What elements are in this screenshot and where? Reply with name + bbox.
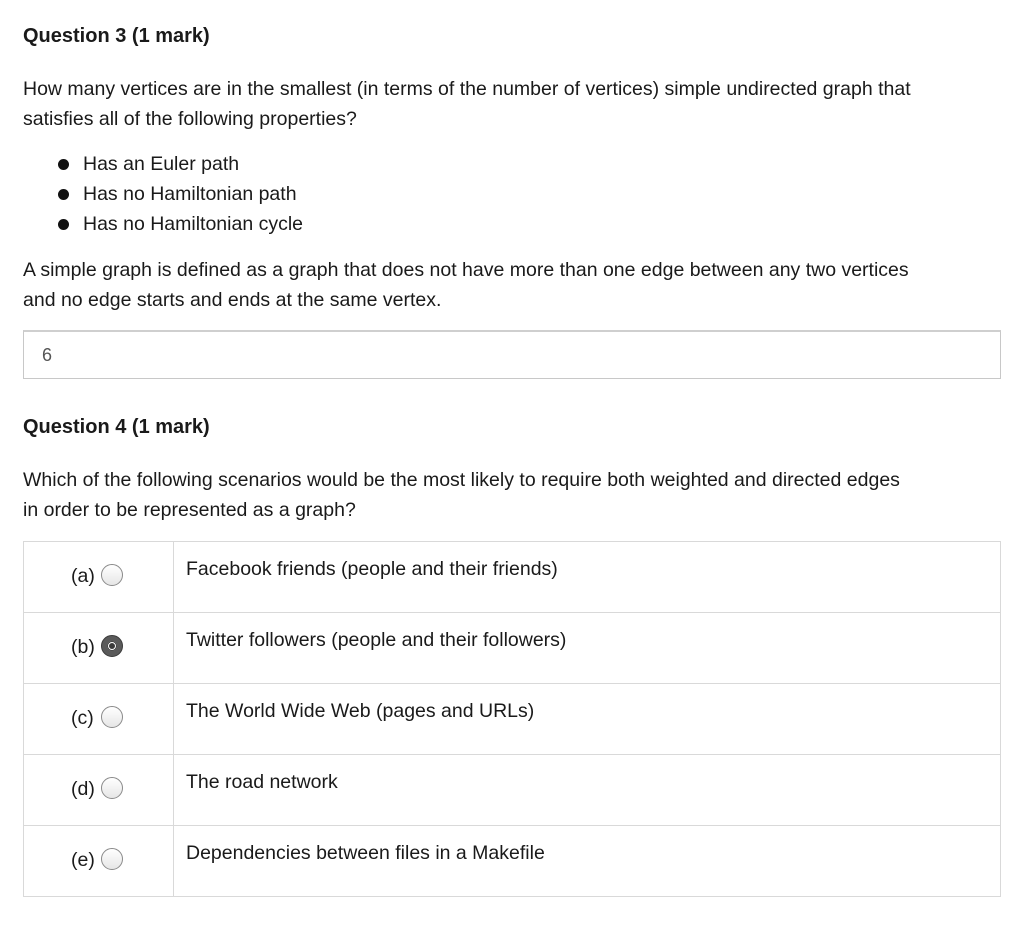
question-3-note-line-2: and no edge starts and ends at the same vertex.: [23, 289, 442, 311]
option-e-selector-cell: [24, 826, 174, 897]
option-d-text: The road network: [174, 755, 1001, 826]
question-4-title: Question 4 (1 mark): [23, 416, 210, 438]
option-c-selector-cell: [24, 684, 174, 755]
option-e-text: Dependencies between files in a Makefile: [174, 826, 1001, 897]
table-row: [24, 826, 1001, 897]
option-b-selector-cell: [24, 613, 174, 684]
table-row: [24, 613, 1001, 684]
table-row: [24, 755, 1001, 826]
question-4-prompt-line-1: Which of the following scenarios would be the most likely to require both weighted and directed edges: [23, 469, 900, 491]
option-b-radio[interactable]: [101, 635, 123, 657]
option-c-text: The World Wide Web (pages and URLs): [174, 684, 1001, 755]
option-a-selector-cell: [24, 542, 174, 613]
question-4-prompt-line-2: in order to be represented as a graph?: [23, 499, 356, 521]
question-3-property-list: [23, 149, 303, 239]
bullet-icon: [58, 219, 69, 230]
option-e-radio[interactable]: [101, 848, 123, 870]
property-text: Has no Hamiltonian path: [83, 183, 297, 205]
option-c-radio[interactable]: [101, 706, 123, 728]
option-a-radio[interactable]: [101, 564, 123, 586]
option-d-radio[interactable]: [101, 777, 123, 799]
list-item: [23, 149, 303, 179]
question-3-prompt-line-2: satisfies all of the following properties?: [23, 108, 357, 130]
option-a-label: (a): [71, 565, 95, 587]
question-3-answer-input[interactable]: 6: [23, 330, 1001, 379]
option-d-selector-cell: [24, 755, 174, 826]
bullet-icon: [58, 189, 69, 200]
table-row: [24, 684, 1001, 755]
bullet-icon: [58, 159, 69, 170]
option-a-text: Facebook friends (people and their friends): [174, 542, 1001, 613]
option-e-label: (e): [71, 849, 95, 871]
option-d-label: (d): [71, 778, 95, 800]
question-3-title: Question 3 (1 mark): [23, 25, 210, 47]
question-3-prompt-line-1: How many vertices are in the smallest (in terms of the number of vertices) simple undirected graph that: [23, 78, 911, 100]
list-item: [23, 209, 303, 239]
list-item: [23, 179, 303, 209]
table-row: [24, 542, 1001, 613]
option-b-text: Twitter followers (people and their followers): [174, 613, 1001, 684]
option-b-label: (b): [71, 636, 95, 658]
question-4-options-table: [23, 541, 1001, 897]
property-text: Has an Euler path: [83, 153, 240, 175]
question-3-note-line-1: A simple graph is defined as a graph that does not have more than one edge between any two vertices: [23, 259, 909, 281]
property-text: Has no Hamiltonian cycle: [83, 213, 304, 235]
option-c-label: (c): [71, 707, 94, 729]
